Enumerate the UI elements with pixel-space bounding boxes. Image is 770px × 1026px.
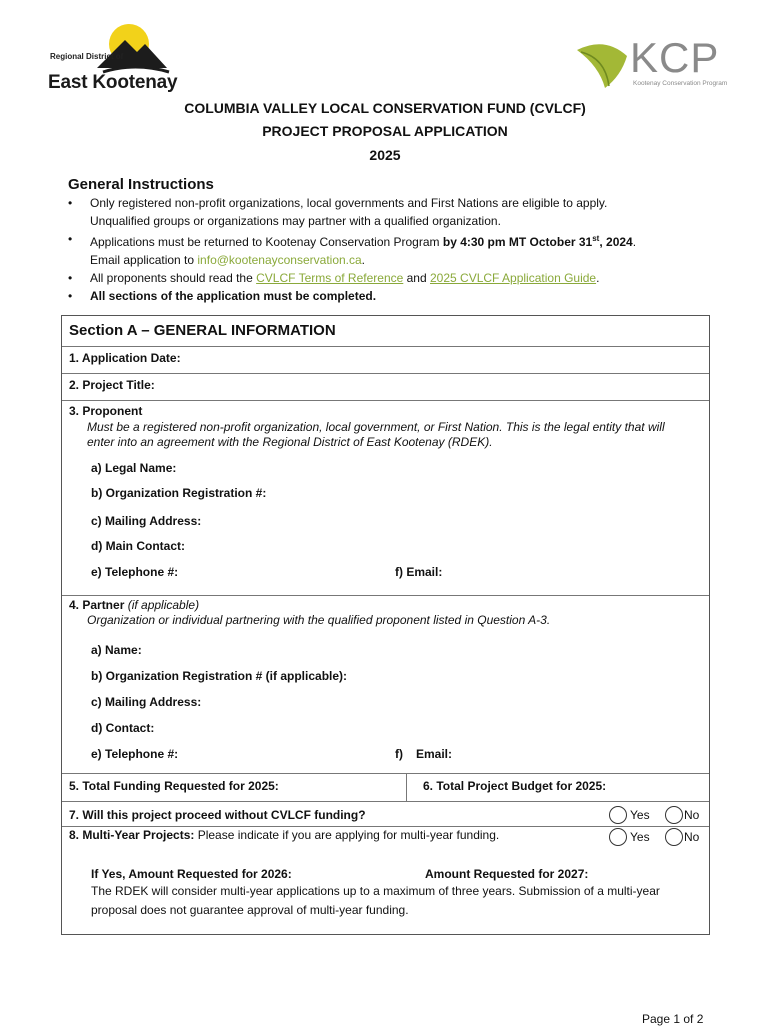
document-subtitle: PROJECT PROPOSAL APPLICATION: [262, 123, 508, 139]
q8-yes-label: Yes: [630, 830, 650, 844]
multi-year-note-2: proposal does not guarantee approval of multi-year funding.: [91, 903, 409, 917]
partner-telephone-field[interactable]: e) Telephone #:: [91, 747, 179, 761]
q8-no-label: No: [684, 830, 700, 844]
partner-name-field[interactable]: a) Name:: [91, 643, 142, 657]
section-a-form: [61, 315, 710, 935]
application-guide-link[interactable]: 2025 CVLCF Application Guide: [430, 271, 597, 285]
total-funding-field[interactable]: 5. Total Funding Requested for 2025:: [69, 779, 279, 793]
document-year: 2025: [369, 147, 401, 163]
instructions-list: [68, 194, 708, 305]
general-instructions-heading: General Instructions: [68, 176, 214, 193]
q8-no-radio[interactable]: [665, 828, 683, 846]
partner-email-field[interactable]: Email:: [416, 747, 453, 761]
mailing-address-field[interactable]: c) Mailing Address:: [91, 514, 202, 528]
page-number: Page 1 of 2: [642, 1012, 704, 1026]
proponent-note-1: Must be a registered non-profit organization, local government, or First Nation. This is the legal entity that will: [87, 420, 665, 434]
multi-year-note-1: The RDEK will consider multi-year applications up to a maximum of three years. Submission of a multi-year: [91, 884, 660, 898]
proceed-without-funding-question: 7. Will this project proceed without CVLCF funding?: [69, 808, 366, 822]
terms-of-reference-link[interactable]: CVLCF Terms of Reference: [256, 271, 404, 285]
email-link[interactable]: info@kootenayconservation.ca: [197, 253, 362, 267]
partner-note: Organization or individual partnering with the qualified proponent listed in Question A-3.: [87, 613, 551, 627]
amount-2027-field[interactable]: Amount Requested for 2027:: [425, 867, 589, 881]
application-date-field[interactable]: 1. Application Date:: [69, 351, 181, 365]
kcp-logo-text: KCP: [630, 34, 720, 81]
q7-yes-label: Yes: [630, 808, 650, 822]
bullet-icon: •: [68, 271, 73, 285]
total-budget-field[interactable]: 6. Total Project Budget for 2025:: [423, 779, 607, 793]
partner-registration-field[interactable]: b) Organization Registration # (if applicable):: [91, 669, 348, 683]
proponent-note-2: enter into an agreement with the Regional District of East Kootenay (RDEK).: [87, 435, 493, 449]
partner-mailing-address-field[interactable]: c) Mailing Address:: [91, 695, 202, 709]
partner-heading: 4. Partner (if applicable): [69, 598, 200, 612]
list-item: • All sections of the application must be completed.: [68, 289, 377, 303]
rdek-logo-small-text: Regional District of: [50, 52, 124, 61]
list-item: • Applications must be returned to Kootenay Conservation Program by 4:30 pm MT October 31st, 2024. Email application to info@kootenayconservation.ca.: [68, 232, 637, 267]
email-field[interactable]: f) Email:: [395, 565, 443, 579]
amount-2026-field[interactable]: If Yes, Amount Requested for 2026:: [91, 867, 292, 881]
partner-contact-field[interactable]: d) Contact:: [91, 721, 155, 735]
proponent-heading: 3. Proponent: [69, 404, 143, 418]
main-contact-field[interactable]: d) Main Contact:: [91, 539, 185, 553]
partner-email-letter: f): [395, 747, 403, 761]
rdek-logo-name: East Kootenay: [48, 72, 178, 93]
telephone-field[interactable]: e) Telephone #:: [91, 565, 179, 579]
list-item: • Only registered non-profit organizations, local governments and First Nations are eligible to apply. Unqualified groups or organizations may partner with a qualified organization.: [68, 196, 608, 228]
q7-yes-radio[interactable]: [609, 806, 627, 824]
list-item: • All proponents should read the CVLCF Terms of Reference and 2025 CVLCF Application Guide.: [68, 271, 600, 285]
org-registration-field[interactable]: b) Organization Registration #:: [91, 486, 267, 500]
q7-no-radio[interactable]: [665, 806, 683, 824]
document-title: COLUMBIA VALLEY LOCAL CONSERVATION FUND (CVLCF): [184, 100, 586, 116]
bullet-icon: •: [68, 196, 73, 210]
bullet-icon: •: [68, 289, 73, 303]
project-title-field[interactable]: 2. Project Title:: [69, 378, 155, 392]
q7-no-label: No: [684, 808, 700, 822]
legal-name-field[interactable]: a) Legal Name:: [91, 461, 177, 475]
q8-yes-radio[interactable]: [609, 828, 627, 846]
kcp-logo-subtitle: Kootenay Conservation Program: [633, 80, 728, 87]
multi-year-question: 8. Multi-Year Projects: Please indicate if you are applying for multi-year funding.: [69, 828, 500, 842]
section-a-heading: Section A – GENERAL INFORMATION: [69, 322, 336, 339]
bullet-icon: •: [68, 232, 73, 246]
